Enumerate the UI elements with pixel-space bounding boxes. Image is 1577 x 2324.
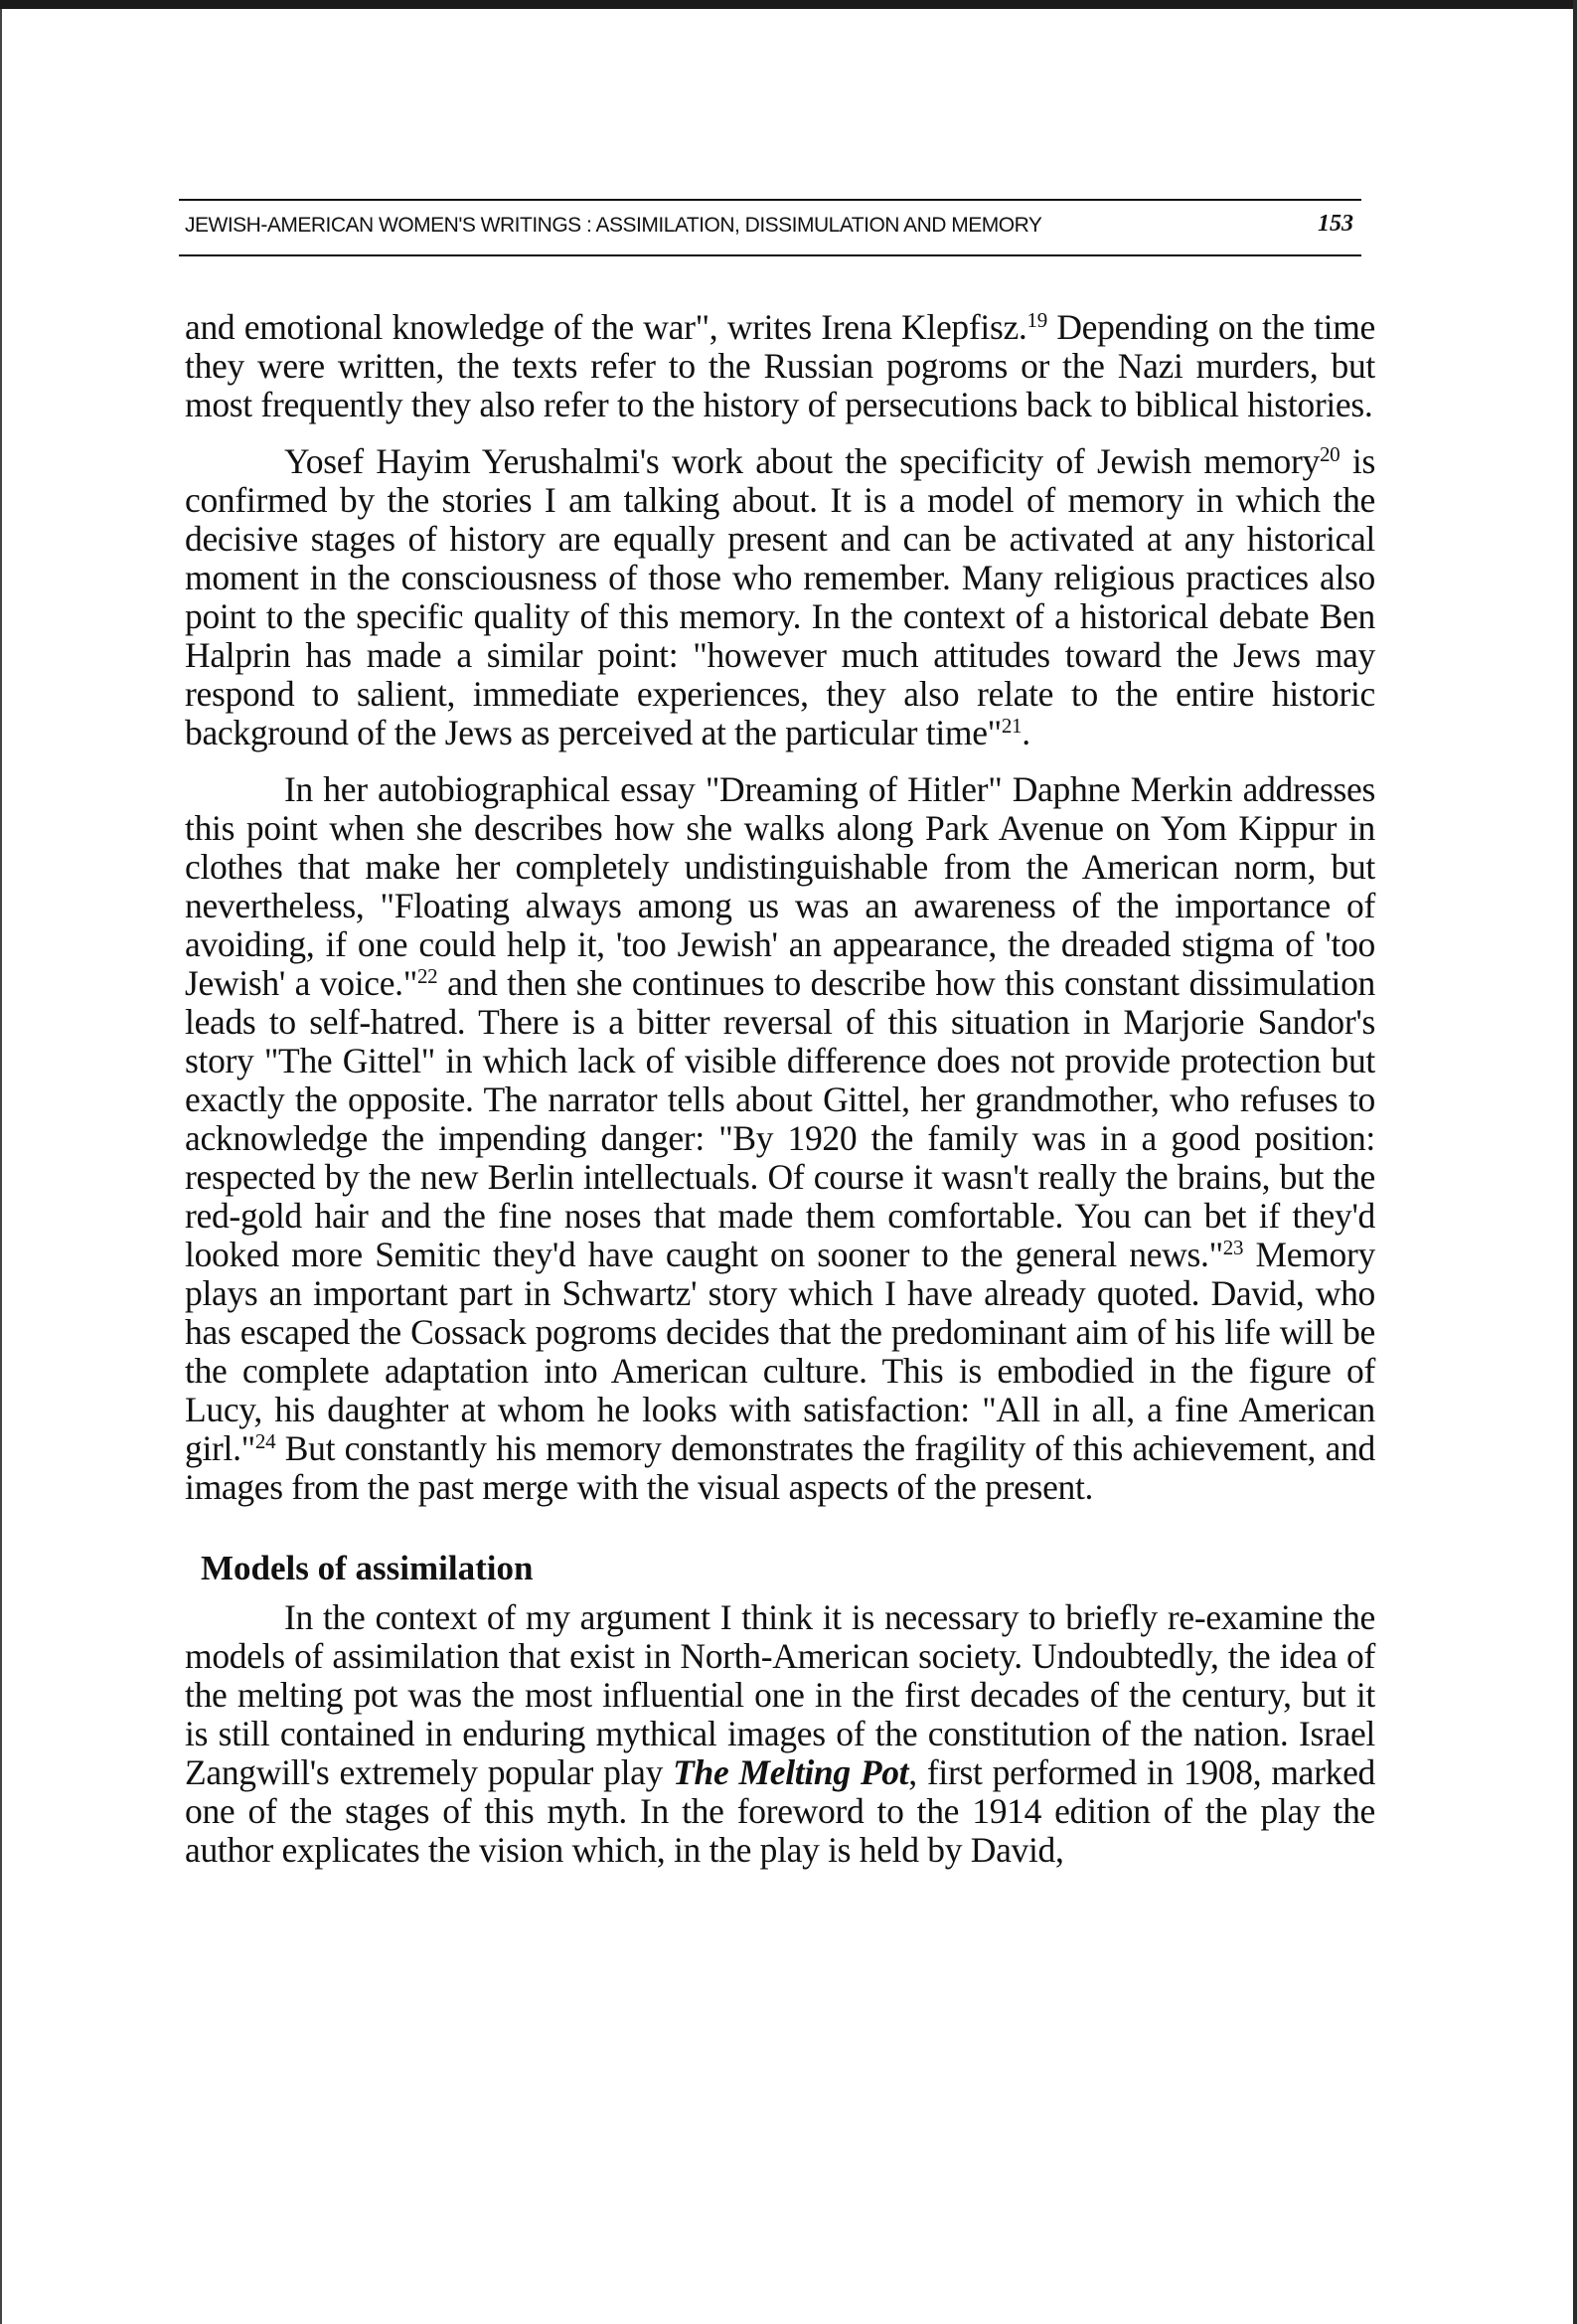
scan-top-border xyxy=(0,0,1577,9)
running-head-title: JEWISH-AMERICAN WOMEN'S WRITINGS : ASSIMILATION, DISSIMULATION AND MEMORY xyxy=(185,214,1042,237)
scan-right-border xyxy=(1573,0,1577,2324)
paragraph-3-text-cont-2: Memory plays an important part in Schwartz' story which I have already quoted. David, who has escaped the Cossack pogroms decides that the predominant aim of his life will be the complete adaptation into American culture. This is embodied in the figure of Lucy, his daughter at whom he looks with satisfaction: "All in all, a fine American girl." xyxy=(185,1235,1375,1468)
paragraph-2-text-cont: is confirmed by the stories I am talking about. It is a model of memory in which the decisive stages of history are equally present and can be activated at any historical moment in the consciousness of those who remember. Many religious practices also point to the specific quality of this memory. In the context of a historical debate Ben Halprin has made a similar point: "however much attitudes toward the Jews may respond to salient, immediate experiences, they also relate to the entire historic background of the Jews as perceived at the particular time" xyxy=(185,441,1376,752)
paragraph-3 xyxy=(185,770,1375,1507)
footnote-ref-22: 22 xyxy=(416,964,438,988)
paragraph-3-text-cont: and then she continues to describe how this constant dissimulation leads to self-hatred. There is a bitter reversal of this situation in Marjorie Sandor's story "The Gittel" in which lack of visible difference does not provide protection but exactly the opposite. The narrator tells about Gittel, her grandmother, who refuses to acknowledge the impending danger: "By 1920 the family was in a good position: respected by the new Berlin intellectuals. Of course it wasn't really the brains, but the red-gold hair and the fine noses that made them comfortable. You can bet if they'd looked more Semitic they'd have caught on sooner to the general news." xyxy=(185,963,1375,1274)
footnote-ref-20: 20 xyxy=(1319,442,1340,466)
paragraph-4-text-cont: , first performed in 1908, marked one of the stages of this myth. In the foreword to the 1914 edition of the play the author explicates the vision which, in the play is held by David, xyxy=(185,1752,1375,1870)
footnote-ref-24: 24 xyxy=(254,1429,276,1453)
paragraph-3-text: In her autobiographical essay "Dreaming of Hitler" Daphne Merkin addresses this point when she describes how she walks along Park Avenue on Yom Kippur in clothes that make her completely undistinguishable from the American norm, but nevertheless, "Floating always among us was an awareness of the importance of avoiding, if one could help it, 'too Jewish' an appearance, the dreaded stigma of 'too Jewish' a voice." xyxy=(185,769,1375,1003)
page-body xyxy=(185,308,1375,1870)
play-title: The Melting Pot xyxy=(673,1752,909,1792)
footnote-ref-21: 21 xyxy=(1001,714,1023,738)
paragraph-2-text-end: . xyxy=(1022,713,1030,752)
running-header xyxy=(179,199,1361,256)
paragraph-4-text: In the context of my argument I think it is necessary to briefly re-examine the models of assimilation that exist in North-American society. Undoubtedly, the idea of the melting pot was the most influential one in the first decades of the century, but it is still contained in enduring mythical images of the constitution of the nation. Israel Zangwill's extremely popular play xyxy=(185,1597,1375,1792)
paragraph-1 xyxy=(185,308,1375,424)
page-number: 153 xyxy=(1318,211,1353,237)
footnote-ref-23: 23 xyxy=(1222,1236,1244,1259)
paragraph-1-text: and emotional knowledge of the war", writes Irena Klepfisz. xyxy=(185,307,1027,347)
paragraph-1-text-cont: Depending on the time they were written, the texts refer to the Russian pogroms or the Nazi murders, but most frequently they also refer to the history of persecutions back to biblical histories. xyxy=(185,307,1375,424)
page-left-edge xyxy=(0,0,2,2324)
paragraph-4 xyxy=(185,1598,1375,1870)
paragraph-2 xyxy=(185,442,1375,752)
paragraph-3-text-end: But constantly his memory demonstrates the fragility of this achievement, and images from the past merge with the visual aspects of the present. xyxy=(185,1428,1375,1507)
section-heading: Models of assimilation xyxy=(201,1549,534,1587)
paragraph-2-text: Yosef Hayim Yerushalmi's work about the specificity of Jewish memory xyxy=(284,441,1320,481)
footnote-ref-19: 19 xyxy=(1026,308,1047,332)
